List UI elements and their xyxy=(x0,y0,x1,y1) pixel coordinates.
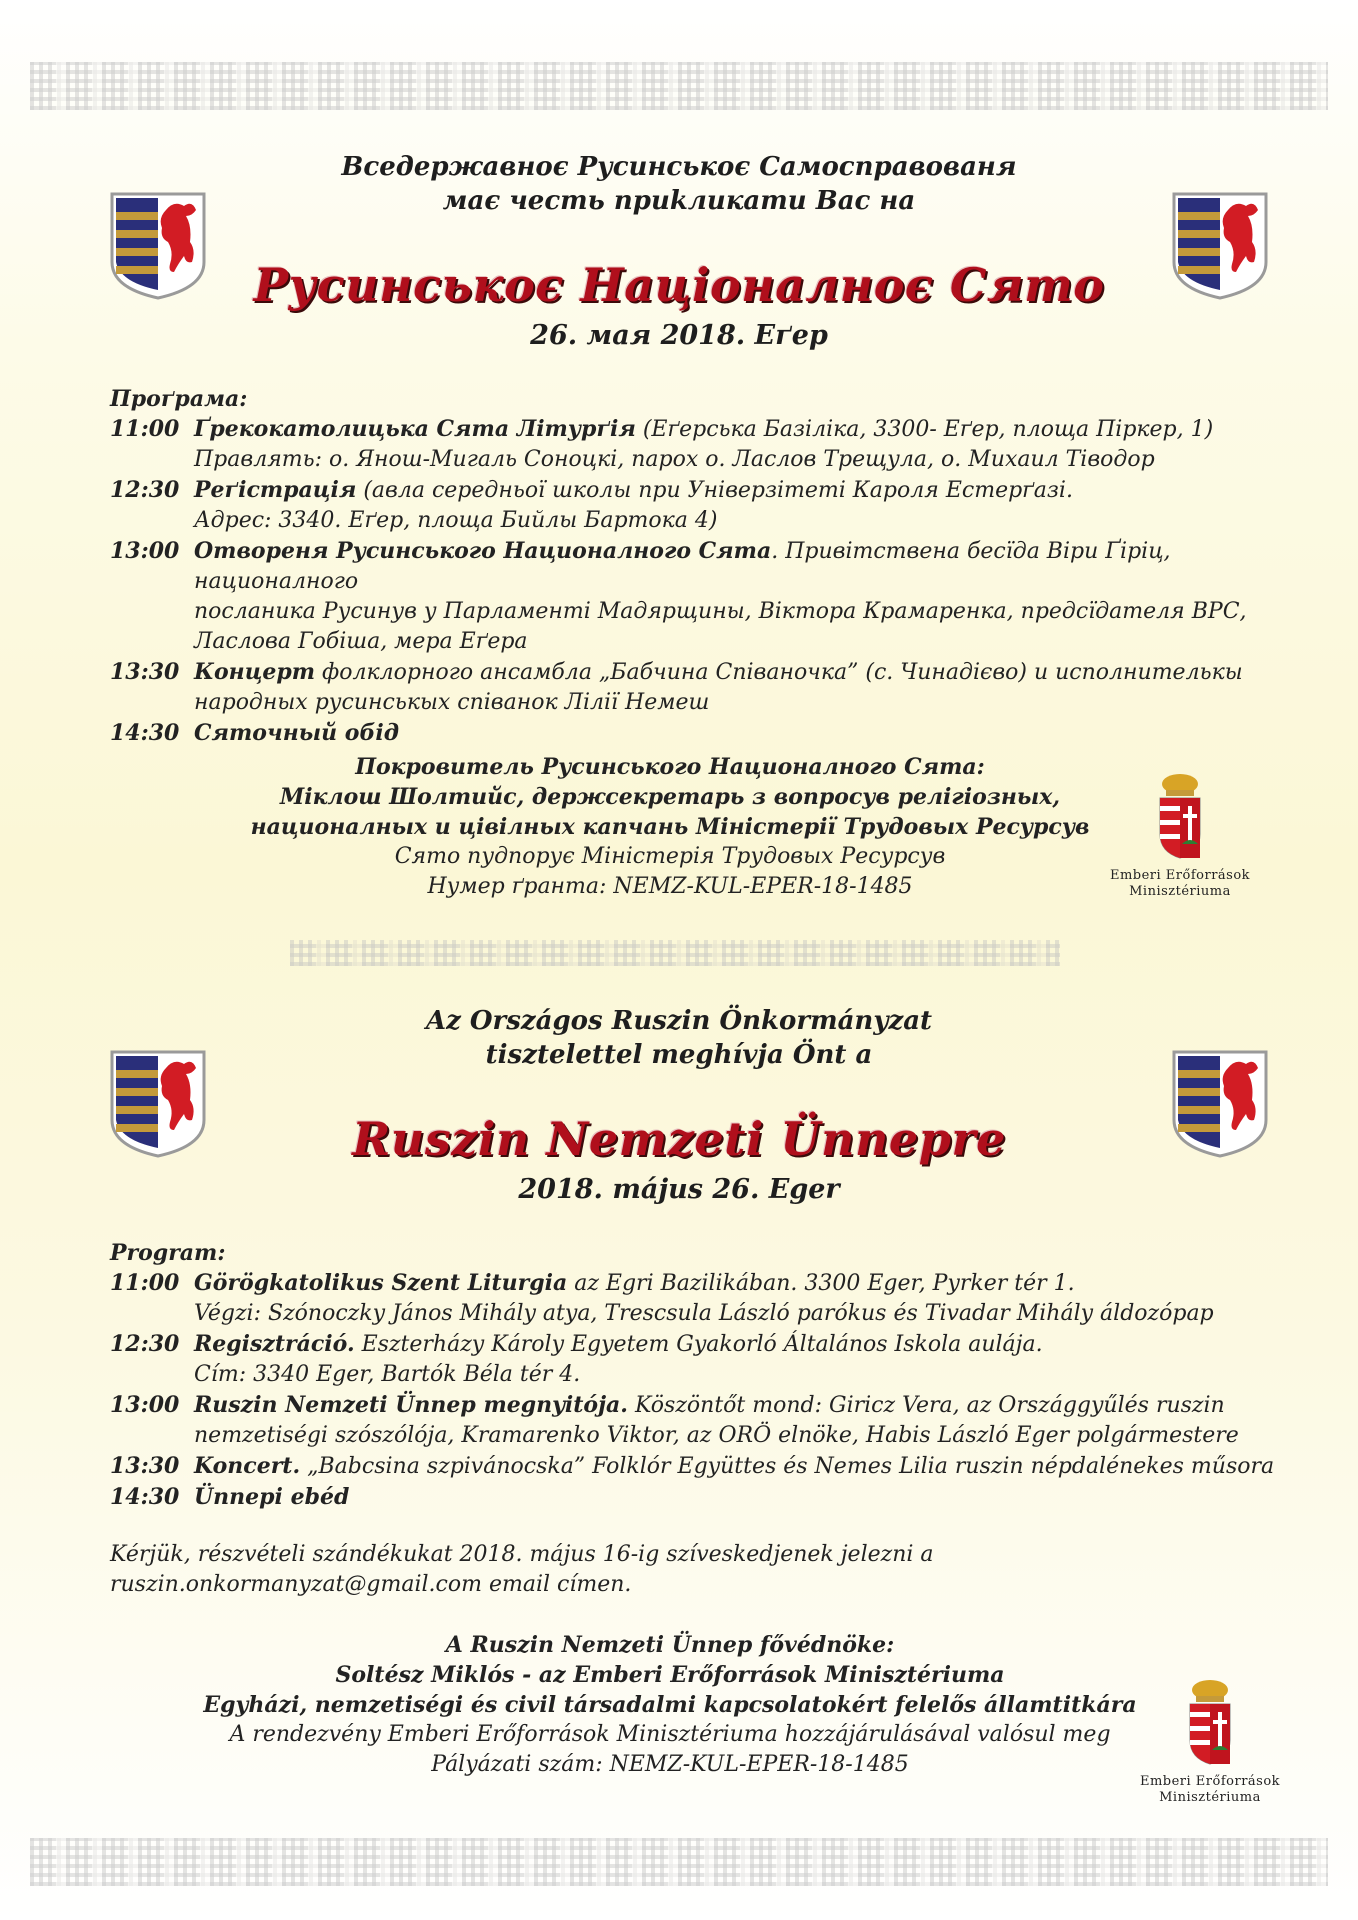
program-description xyxy=(194,475,1290,536)
program-first-line xyxy=(194,475,1290,506)
program-event-name: Ruszin Nemzeti Ünnep megnyitója. xyxy=(194,1392,628,1418)
program-description xyxy=(194,536,1290,657)
program-event-name: Ünnepi ebéd xyxy=(194,1484,350,1510)
program-description xyxy=(194,1268,1310,1329)
program-row xyxy=(110,475,1290,536)
ministry-emblem-top xyxy=(1090,772,1270,900)
program-first-line xyxy=(194,657,1290,688)
rusyn-intro-line2: має честь приkликати Вас на xyxy=(442,186,916,216)
program-first-line xyxy=(194,414,1290,445)
program-continuation-line: Végzi: Szónoczky János Mihály atya, Trescsula László parókus és Tivadar Mihály áldozópap xyxy=(194,1301,1214,1326)
program-description xyxy=(194,1482,1310,1513)
rsvp-line1: Kérjük, részvételi szándékukat 2018. május 16-ig szíveskedjenek jelezni a xyxy=(110,1542,934,1567)
rusyn-patron-block xyxy=(220,752,1120,902)
program-event-name: Отвореня Русинського Националного Сята xyxy=(194,538,772,564)
program-row xyxy=(110,1268,1310,1329)
program-continuation-line: Правлять: о. Янош-Мигаль Соноцкі, парох о. Ласлов Трещула, о. Михаил Тіводор xyxy=(194,447,1155,472)
hungarian-patron-line2: Soltész Miklós - az Emberi Erőforrások Minisztériuma xyxy=(335,1662,1005,1688)
program-event-name: Реґістрація xyxy=(194,477,357,503)
rusyn-program-heading: Проґрама: xyxy=(110,386,248,412)
program-first-line xyxy=(194,1451,1310,1482)
program-time: 14:30 xyxy=(110,1484,180,1510)
hungarian-patron-block xyxy=(190,1630,1150,1780)
program-continuation-line: Cím: 3340 Eger, Bartók Béla tér 4. xyxy=(194,1362,581,1387)
hungarian-intro xyxy=(0,1004,1358,1072)
program-time: 13:00 xyxy=(110,538,180,564)
program-event-details: Eszterházy Károly Egyetem Gyakorló Általános Iskola aulája. xyxy=(354,1332,1043,1357)
hungarian-intro-line1: Az Országos Ruszin Önkormányzat xyxy=(425,1006,933,1036)
program-event-details: . Привітствена бесїда Віри Ґіріц, националного xyxy=(194,539,1171,594)
program-continuation-line: nemzetiségi szószólója, Kramarenko Viktor, az ORÖ elnöke, Habis László Eger polgármestere xyxy=(194,1423,1239,1448)
hungarian-date: 2018. május 26. Eger xyxy=(518,1174,840,1205)
program-event-details: фолклорного ансамбла „Бабчина Співаночка” (с. Чинадієво) и исполнителькы xyxy=(315,660,1243,685)
program-event-details: Köszöntőt mond: Giricz Vera, az Országgyűlés ruszin xyxy=(627,1393,1225,1418)
middle-ornament-divider xyxy=(290,940,1060,966)
program-row xyxy=(110,1329,1310,1390)
program-row xyxy=(110,718,1290,749)
hungarian-coat-of-arms-icon xyxy=(1090,772,1270,862)
program-first-line xyxy=(194,1390,1310,1421)
hungarian-program-heading: Program: xyxy=(110,1240,226,1266)
ministry-logo-line1: Emberi Erőforrások xyxy=(1139,1774,1281,1789)
program-row xyxy=(110,1390,1310,1451)
rusyn-patron-line2: Міклош Шолтийс, держсекретарь з вопросув релігіозных, xyxy=(279,784,1061,810)
hungarian-support-line: A rendezvény Emberi Erőforrások Minisztériuma hozzájárulásával valósul meg xyxy=(229,1722,1111,1747)
program-event-name: Сяточный обід xyxy=(194,720,399,746)
program-first-line xyxy=(194,718,1290,749)
rusyn-date: 26. мая 2018. Еґер xyxy=(530,320,828,351)
program-event-name: Концерт xyxy=(194,659,316,685)
rusyn-patron-line1: Покровитель Русинського Националного Сята: xyxy=(355,754,985,780)
ministry-logo-line2: Minisztériuma xyxy=(1159,1790,1261,1805)
program-continuation-line: Ласлова Гобіша, мера Еґера xyxy=(194,629,528,654)
rusyn-grant-line: Нумер ґранта: NEMZ-KUL-EPER-18-1485 xyxy=(427,874,913,899)
ministry-logo-line1: Emberi Erőforrások xyxy=(1109,868,1251,883)
program-description xyxy=(194,718,1290,749)
ministry-emblem-bottom xyxy=(1120,1678,1300,1806)
rusyn-support-line: Сято пудпорує Міністерія Трудовых Ресурсув xyxy=(394,844,946,869)
program-row xyxy=(110,1482,1310,1513)
rusyn-title: Русинськоє Націоналноє Сято xyxy=(253,258,1105,312)
program-row xyxy=(110,657,1290,718)
rusyn-intro xyxy=(0,150,1358,218)
bottom-ornament-border xyxy=(30,1838,1328,1886)
hungarian-coat-of-arms-icon xyxy=(1120,1678,1300,1768)
ministry-logo-text-top xyxy=(1090,868,1270,900)
rsvp-line2: ruszin.onkormanyzat@gmail.com email címen. xyxy=(110,1572,632,1597)
program-time: 12:30 xyxy=(110,1331,180,1357)
program-description xyxy=(194,657,1290,718)
program-description xyxy=(194,1451,1310,1482)
hungarian-title: Ruszin Nemzeti Ünnepre xyxy=(352,1112,1006,1166)
hungarian-patron-line1: A Ruszin Nemzeti Ünnep fővédnöke: xyxy=(445,1632,895,1658)
rsvp-note xyxy=(110,1540,1260,1600)
top-ornament-border xyxy=(30,62,1328,110)
program-row xyxy=(110,414,1290,475)
program-continuation-line: Адрес: 3340. Еґер, площа Бийлы Бартока 4) xyxy=(194,508,718,533)
program-time: 11:00 xyxy=(110,1270,180,1296)
hungarian-grant-line: Pályázati szám: NEMZ-KUL-EPER-18-1485 xyxy=(431,1752,909,1777)
hungarian-intro-line2: tisztelettel meghívja Önt a xyxy=(485,1040,873,1070)
rusyn-patron-line3: националных и цівілных капчань Міністерії Трудовых Ресурсув xyxy=(250,814,1090,840)
program-first-line xyxy=(194,1268,1310,1299)
program-event-details: „Babcsina szpivánocska” Folklór Együttes és Nemes Lilia ruszin népdalénekes műsora xyxy=(300,1454,1275,1479)
program-event-name: Koncert. xyxy=(194,1453,301,1479)
rusyn-intro-line1: Вседержавноє Русинськоє Самосправованя xyxy=(341,152,1017,182)
program-event-name: Regisztráció. xyxy=(194,1331,355,1357)
program-time: 12:30 xyxy=(110,477,180,503)
program-event-details: az Egri Bazilikában. 3300 Eger, Pyrker tér 1. xyxy=(567,1271,1075,1296)
program-first-line xyxy=(194,1482,1310,1513)
hungarian-program xyxy=(110,1238,1310,1513)
program-event-details: (авла середньої школы при Універзітеті Кароля Естерґазі. xyxy=(356,478,1073,503)
program-time: 13:00 xyxy=(110,1392,180,1418)
program-first-line xyxy=(194,1329,1310,1360)
program-row xyxy=(110,1451,1310,1482)
program-continuation-line: народных русинськых співанок Лілії Немеш xyxy=(194,690,710,715)
program-description xyxy=(194,1390,1310,1451)
program-event-name: Görögkatolikus Szent Liturgia xyxy=(194,1270,568,1296)
program-time: 13:30 xyxy=(110,659,180,685)
program-description xyxy=(194,414,1290,475)
program-time: 14:30 xyxy=(110,720,180,746)
ministry-logo-line2: Minisztériuma xyxy=(1129,884,1231,899)
program-continuation-line: посланика Русинув у Парламенті Мадярщины, Віктора Крамаренка, предсїдателя ВРС, xyxy=(194,599,1247,624)
hungarian-patron-line3: Egyházi, nemzetiségi és civil társadalmi kapcsolatokért felelős államtitkára xyxy=(203,1692,1137,1718)
ministry-logo-text-bottom xyxy=(1120,1774,1300,1806)
program-event-name: Ґрекокатолицька Сята Літурґія xyxy=(194,416,636,442)
rusyn-program xyxy=(110,384,1290,749)
program-time: 13:30 xyxy=(110,1453,180,1479)
program-description xyxy=(194,1329,1310,1390)
program-event-details: (Еґерська Базіліка, 3300- Еґер, площа Піркер, 1) xyxy=(635,417,1214,442)
program-first-line xyxy=(194,536,1290,597)
program-time: 11:00 xyxy=(110,416,180,442)
program-row xyxy=(110,536,1290,657)
